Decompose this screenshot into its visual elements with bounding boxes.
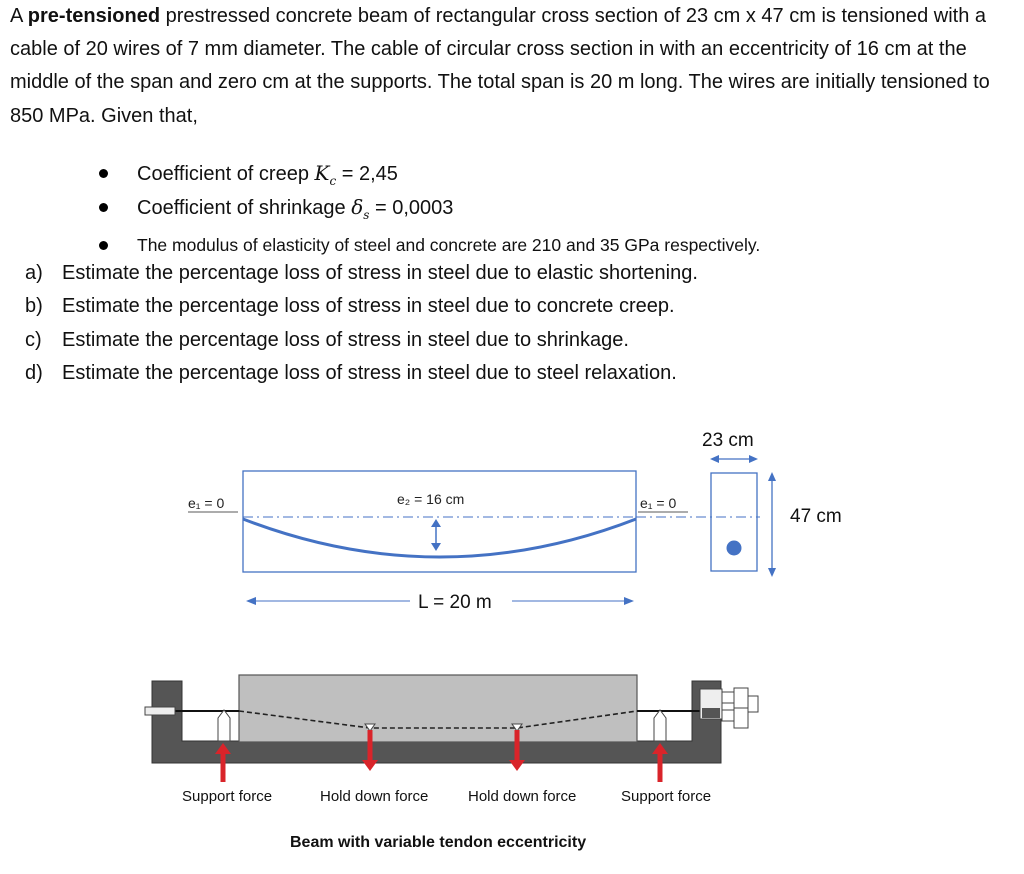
bullet-shrinkage <box>96 192 760 226</box>
bullet-dot <box>99 169 108 178</box>
question-text: Estimate the percentage loss of stress in steel due to concrete creep. <box>62 295 675 318</box>
question-label: b) <box>25 295 43 318</box>
concrete-beam <box>239 675 637 742</box>
hold-down-left-label: Hold down force <box>320 788 429 805</box>
beam-diagrams <box>0 400 1024 874</box>
shrinkage-symbol: $\delta_s$ <box>351 195 370 222</box>
span-arrow-left <box>246 597 256 605</box>
intro-body: prestressed concrete beam of rectangular cross section of 23 cm x 47 cm is tensioned with a cable of 20 wires of 7 mm diameter. The cable of circular cross section in with an eccentricity of 16 cm at the middle of the span and zero cm at the supports. The total span is 20 m long. The wires are initially tensioned to 850 MPa. Given that, <box>10 5 990 127</box>
question-text: Estimate the percentage loss of stress in steel due to elastic shortening. <box>62 262 698 284</box>
tendon-section <box>727 541 742 556</box>
hold-down-right-label: Hold down force <box>468 788 577 805</box>
width-arrow-right <box>749 455 758 463</box>
figure-caption: Beam with variable tendon eccentricity <box>290 834 587 851</box>
intro-bold-term: pre-tensioned <box>27 5 161 27</box>
support-force-left-label: Support force <box>182 788 273 805</box>
section-width-label: 23 cm <box>702 430 754 451</box>
question-label: d) <box>25 361 43 384</box>
given-values-list <box>96 158 760 260</box>
support-right <box>654 710 666 741</box>
question-label: a) <box>25 262 43 284</box>
modulus-text: The modulus of elasticity of steel and concrete are 210 and 35 GPa respectively. <box>137 235 761 255</box>
prestressing-bed <box>145 675 758 851</box>
creep-symbol: $K_c$ <box>314 161 337 188</box>
creep-value: = 2,45 <box>336 163 398 185</box>
eccentricity-mid-label: e₂ = 16 cm <box>397 491 465 507</box>
span-arrow-right <box>624 597 634 605</box>
creep-label: Coefficient of creep <box>137 163 315 185</box>
question-item <box>25 290 698 323</box>
support-left <box>218 710 230 741</box>
question-item <box>25 257 698 290</box>
question-text: Estimate the percentage loss of stress in steel due to shrinkage. <box>62 328 629 351</box>
question-label: c) <box>25 328 42 351</box>
bullet-modulus <box>96 226 760 260</box>
eccentricity-arrow-head-down <box>431 543 441 551</box>
section-height-label: 47 cm <box>790 506 842 527</box>
question-text: Estimate the percentage loss of stress in steel due to steel relaxation. <box>62 361 677 384</box>
section-outline <box>711 473 757 571</box>
bullet-dot <box>99 241 108 250</box>
question-item <box>25 357 698 390</box>
question-item <box>25 324 698 357</box>
eccentricity-arrow-head-up <box>431 519 441 527</box>
shrinkage-value: = 0,0003 <box>369 197 454 219</box>
shrinkage-label: Coefficient of shrinkage <box>137 197 352 219</box>
left-anchor <box>145 707 175 715</box>
beam-cross-section <box>702 430 842 577</box>
intro-lead: A <box>10 5 28 27</box>
questions-list <box>25 257 698 390</box>
width-arrow-left <box>710 455 719 463</box>
span-label: L = 20 m <box>418 592 492 613</box>
support-force-right-label: Support force <box>621 788 712 805</box>
problem-statement <box>10 0 1020 133</box>
height-arrow-up <box>768 472 776 481</box>
eccentricity-right-label: e₁ = 0 <box>640 495 677 511</box>
height-arrow-down <box>768 568 776 577</box>
bullet-creep <box>96 158 760 192</box>
beam-elevation <box>188 471 760 613</box>
eccentricity-left-label: e₁ = 0 <box>188 495 225 511</box>
bullet-dot <box>99 203 108 212</box>
